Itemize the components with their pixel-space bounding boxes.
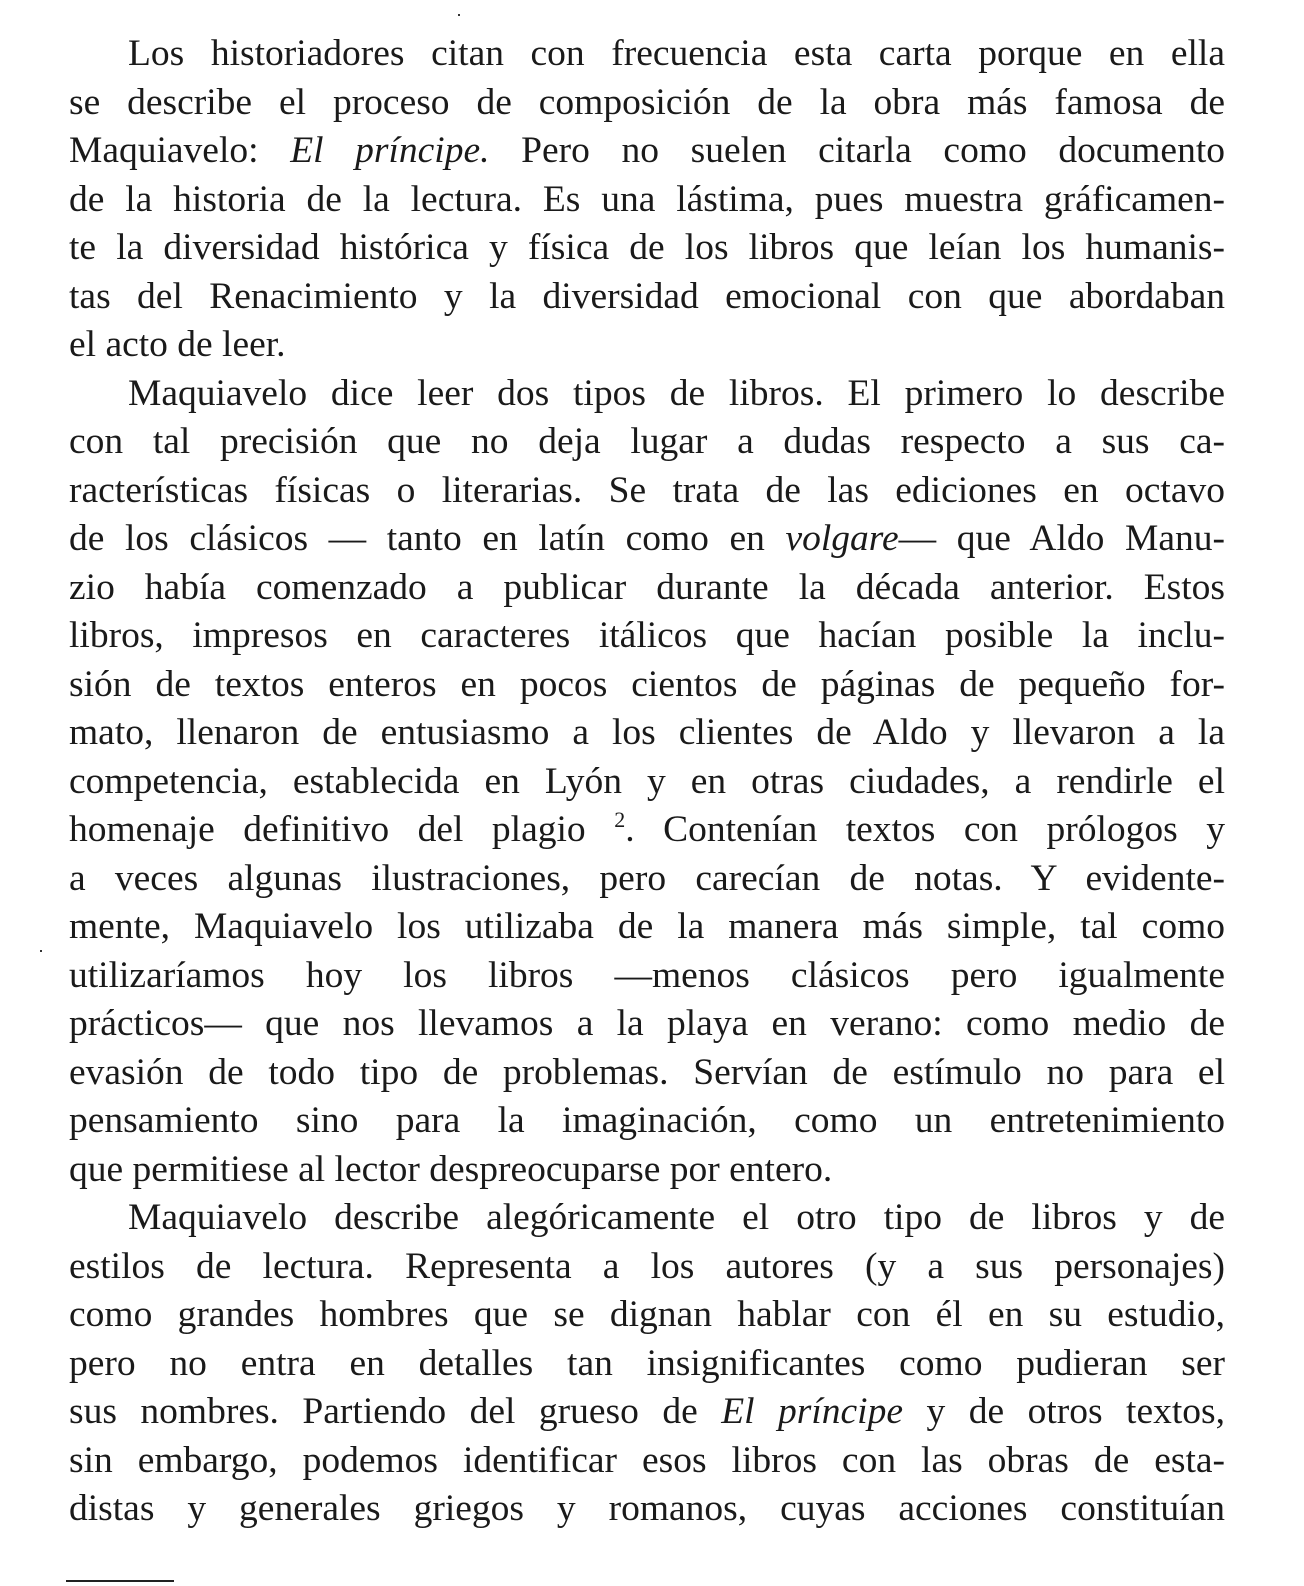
paragraph	[69, 30, 1225, 370]
text-run: sión de textos enteros en pocos cientos de páginas de pequeño for-	[69, 663, 1225, 705]
text-run: que permitiese al lector despreocuparse por entero.	[69, 1148, 833, 1190]
text-run: a veces algunas ilustraciones, pero carecían de notas. Y evidente-	[69, 857, 1225, 899]
text-run: Pero no suelen citarla como documento	[489, 130, 1225, 171]
text-line	[69, 1146, 1225, 1195]
body-text	[69, 30, 1225, 1534]
text-run: tas del Renacimiento y la diversidad emocional con que abordaban	[69, 275, 1225, 317]
text-run: utilizaríamos hoy los libros —menos clásicos pero igualmente	[69, 954, 1225, 996]
text-line	[69, 952, 1225, 1001]
text-run: de la historia de la lectura. Es una lástima, pues muestra gráficamen-	[69, 178, 1225, 220]
text-line	[69, 806, 1225, 855]
footnote-separator	[66, 1580, 174, 1582]
text-line	[69, 321, 1225, 370]
text-run: te la diversidad histórica y física de los libros que leían los humanis-	[69, 227, 1225, 268]
text-line	[69, 758, 1225, 807]
text-run: se describe el proceso de composición de la obra más famosa de	[69, 81, 1225, 123]
text-run: el acto de leer.	[69, 324, 286, 365]
paragraph	[69, 1194, 1225, 1534]
text-run: evasión de todo tipo de problemas. Servían de estímulo no para el	[69, 1051, 1225, 1093]
text-line	[69, 1388, 1225, 1437]
text-run: con tal precisión que no deja lugar a dudas respecto a sus ca-	[69, 421, 1225, 462]
text-line	[69, 1291, 1225, 1340]
text-run: pero no entra en detalles tan insignificantes como pudieran ser	[69, 1342, 1225, 1384]
text-line	[69, 176, 1225, 225]
text-line	[69, 1340, 1225, 1389]
text-run: libros, impresos en caracteres itálicos que hacían posible la inclu-	[69, 615, 1225, 656]
text-run: racterísticas físicas o literarias. Se trata de las ediciones en octavo	[69, 469, 1225, 511]
footnote-reference: 2	[614, 807, 626, 832]
text-line	[69, 1485, 1225, 1534]
scan-speck	[40, 950, 42, 952]
text-line	[69, 273, 1225, 322]
text-run: y de otros textos,	[903, 1391, 1225, 1432]
text-line	[69, 709, 1225, 758]
text-line	[69, 515, 1225, 564]
text-run: sin embargo, podemos identificar esos libros con las obras de esta-	[69, 1439, 1225, 1481]
text-line	[69, 467, 1225, 516]
text-line	[69, 1437, 1225, 1486]
text-run: competencia, establecida en Lyón y en otras ciudades, a rendirle el	[69, 760, 1225, 802]
italic-title: El príncipe	[721, 1391, 903, 1432]
text-run: mato, llenaron de entusiasmo a los clientes de Aldo y llevaron a la	[69, 712, 1225, 753]
text-line	[69, 1000, 1225, 1049]
text-line	[69, 855, 1225, 904]
text-line	[69, 224, 1225, 273]
text-run: . Contenían textos con prólogos y	[625, 809, 1225, 850]
text-line	[69, 79, 1225, 128]
text-line	[69, 1097, 1225, 1146]
text-line	[69, 903, 1225, 952]
text-run: de los clásicos — tanto en latín como en	[69, 518, 786, 559]
text-run: mente, Maquiavelo los utilizaba de la manera más simple, tal como	[69, 906, 1225, 947]
text-line	[69, 127, 1225, 176]
text-line	[69, 370, 1225, 419]
text-run: homenaje definitivo del plagio	[69, 809, 615, 850]
text-run: prácticos— que nos llevamos a la playa en verano: como medio de	[69, 1003, 1225, 1044]
italic-title: El príncipe.	[290, 130, 490, 171]
scan-speck	[458, 14, 460, 16]
text-run: Maquiavelo:	[69, 130, 291, 171]
text-run: pensamiento sino para la imaginación, como un entretenimiento	[69, 1100, 1225, 1141]
text-run: Maquiavelo dice leer dos tipos de libros. El primero lo describe	[128, 372, 1225, 414]
text-run: estilos de lectura. Representa a los autores (y a sus personajes)	[69, 1245, 1225, 1287]
text-line	[69, 1243, 1225, 1292]
text-run: Maquiavelo describe alegóricamente el otro tipo de libros y de	[128, 1197, 1225, 1238]
italic-title: volgare	[785, 518, 899, 559]
text-line	[69, 418, 1225, 467]
text-run: Los historiadores citan con frecuencia esta carta porque en ella	[128, 33, 1225, 74]
text-run: como grandes hombres que se dignan hablar con él en su estudio,	[69, 1294, 1225, 1335]
text-line	[69, 612, 1225, 661]
text-run: distas y generales griegos y romanos, cuyas acciones constituían	[69, 1488, 1225, 1529]
text-line	[69, 661, 1225, 710]
text-line	[69, 1049, 1225, 1098]
text-run: sus nombres. Partiendo del grueso de	[69, 1391, 722, 1432]
paragraph	[69, 370, 1225, 1195]
text-line	[69, 564, 1225, 613]
text-line	[69, 30, 1225, 79]
text-run: — que Aldo Manu-	[898, 518, 1225, 559]
text-run: zio había comenzado a publicar durante la década anterior. Estos	[69, 566, 1225, 608]
text-line	[69, 1194, 1225, 1243]
